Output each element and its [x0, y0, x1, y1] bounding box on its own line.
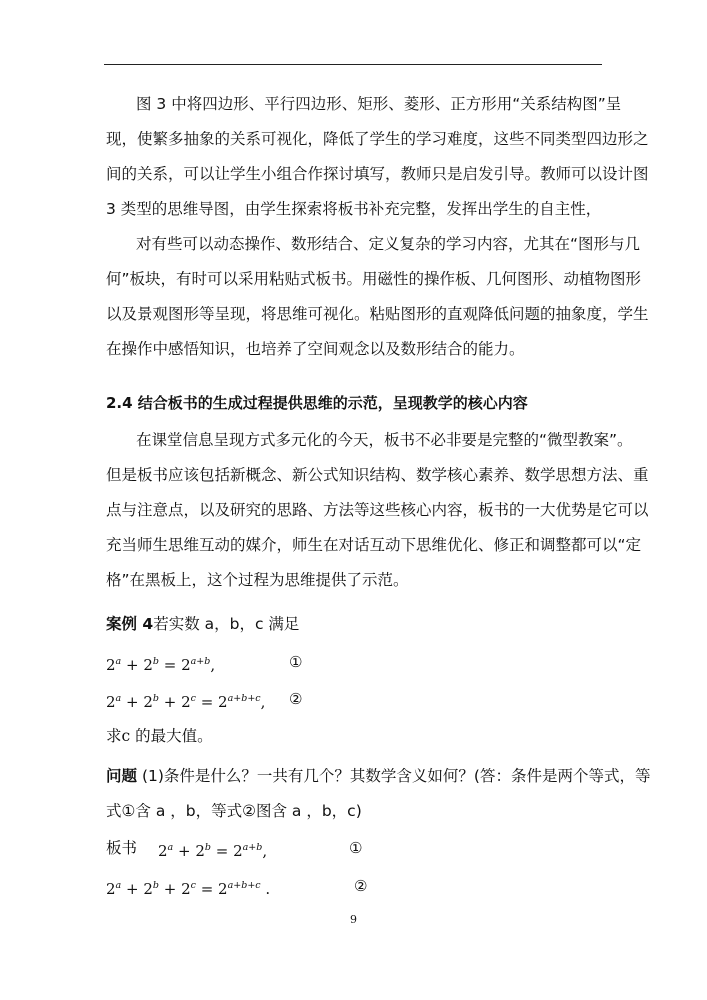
equation-1: $2^a + 2^b = 2^{a+b}$, [106, 656, 216, 674]
board-equation-2: $2^a + 2^b + 2^c = 2^{a+b+c}$ . [106, 880, 271, 898]
text-line: 间的关系，可以让学生小组合作探讨填写，教师只是启发引导。教师可以设计图 [106, 165, 649, 183]
equation-1-marker: ① [289, 653, 303, 671]
question-line-1 [106, 766, 651, 786]
text-line: 但是板书应该包括新概念、新公式知识结构、数学核心素养、数学思想方法、重 [106, 466, 649, 484]
text-line: 3 类型的思维导图，由学生探索将板书补充完整，发挥出学生的自主性， [106, 200, 602, 218]
case-ask: 求c 的最大值。 [106, 727, 213, 745]
question-text: (1)条件是什么？一共有几个？其数学含义如何？(答：条件是两个等式，等 [141, 767, 651, 785]
board-equation-1-marker: ① [349, 839, 363, 857]
page-number: 9 [350, 913, 357, 926]
text-line: 现，使繁多抽象的关系可视化，降低了学生的学习难度，这些不同类型四边形之 [106, 130, 649, 148]
text-line: 何”板块，有时可以采用粘贴式板书。用磁性的操作板、几何图形、动植物图形 [106, 270, 642, 288]
case-text: 若实数 a，b，c 满足 [153, 615, 300, 633]
text-line: 对有些可以动态操作、数形结合、定义复杂的学习内容，尤其在“图形与几 [136, 235, 641, 253]
board-equation-1: $2^a + 2^b = 2^{a+b}$, [158, 842, 268, 860]
text-line: 充当师生思维互动的媒介，师生在对话互动下思维优化、修正和调整都可以“定 [106, 536, 642, 554]
board-label: 板书 [106, 839, 138, 857]
section-heading: 2.4 结合板书的生成过程提供思维的示范，呈现教学的核心内容 [106, 394, 528, 412]
equation-2-marker: ② [289, 690, 303, 708]
board-equation-2-marker: ② [354, 877, 368, 895]
case-label: 案例 4 [106, 615, 154, 633]
text-line: 点与注意点，以及研究的思路、方法等这些核心内容，板书的一大优势是它可以 [106, 501, 649, 519]
header-rule [104, 64, 602, 65]
text-line: 以及景观图形等呈现，将思维可视化。粘贴图形的直观降低问题的抽象度，学生 [106, 305, 649, 323]
text-line: 在课堂信息呈现方式多元化的今天，板书不必非要是完整的“微型教案”。 [136, 431, 633, 449]
question-line-2: 式①含 a ，b，等式②图含 a ，b，c) [106, 802, 362, 820]
equation-2: $2^a + 2^b + 2^c = 2^{a+b+c}$, [106, 693, 266, 711]
case-line [106, 614, 606, 634]
text-line: 在操作中感悟知识，也培养了空间观念以及数形结合的能力。 [106, 340, 525, 358]
text-line: 图 3 中将四边形、平行四边形、矩形、菱形、正方形用“关系结构图”呈 [136, 95, 622, 113]
text-line: 格”在黑板上，这个过程为思维提供了示范。 [106, 571, 409, 589]
question-label: 问题 [106, 767, 138, 785]
